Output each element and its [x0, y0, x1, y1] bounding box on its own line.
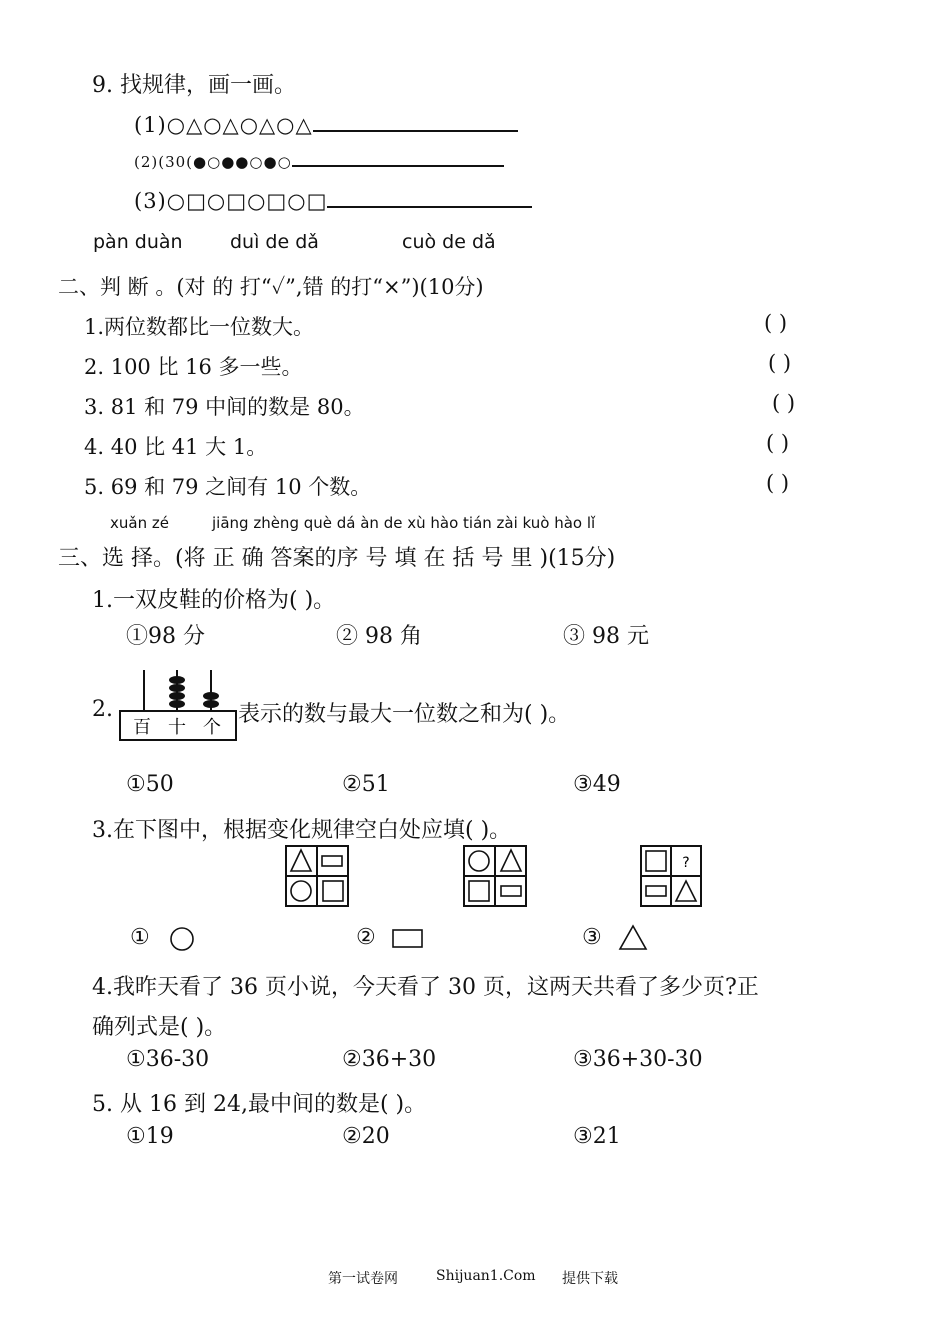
s2-item-4-paren[interactable]: ( ) — [766, 431, 790, 455]
q3-grid-1 — [285, 845, 349, 907]
footer-site-url[interactable]: Shijuan1.Com — [436, 1268, 536, 1284]
s3-pinyin-2: jiāng zhèng què dá àn de xù hào tián zài kuò hào lǐ — [212, 514, 596, 532]
s3-q1-stem: 1.一双皮鞋的价格为( )。 — [92, 588, 336, 613]
q9-row1-blank[interactable] — [313, 110, 518, 132]
s2-heading: 二、判 断 。(对 的 打“✓”,错 的打“×”)(10分) — [58, 275, 484, 299]
q9-row3-blank[interactable] — [327, 186, 532, 208]
q9-row2-pattern: (2)(30(●○●●○●○ — [134, 153, 292, 171]
triangle-icon — [676, 881, 696, 901]
abacus-bead — [169, 684, 185, 692]
abacus-figure — [118, 668, 238, 744]
square-icon — [646, 851, 666, 871]
s3-q4-option-2[interactable]: ②36+30 — [342, 1047, 437, 1072]
s2-pinyin-1: pàn duàn — [93, 231, 183, 253]
s3-q1-option-3[interactable]: ③ 98 元 — [563, 624, 649, 649]
square-icon — [469, 881, 489, 901]
abacus-label-ones: 个 — [203, 717, 221, 738]
s3-q2-option-3[interactable]: ③49 — [573, 772, 621, 797]
s3-q4-option-1[interactable]: ①36-30 — [126, 1047, 210, 1072]
abacus-bead — [203, 700, 219, 708]
s3-pinyin-1: xuǎn zé — [110, 514, 169, 532]
s3-q3-stem: 3.在下图中，根据变化规律空白处应填( )。 — [92, 818, 512, 843]
s2-pinyin-3: cuò de dǎ — [402, 231, 496, 253]
q9-row3-pattern: (3)○□○□○□○□ — [134, 189, 328, 213]
s3-q3-option-2[interactable] — [356, 925, 376, 950]
rectangle-icon — [646, 886, 666, 896]
footer-site-name: 第一试卷网 — [328, 1271, 398, 1287]
square-icon — [323, 881, 343, 901]
s3-q5-stem: 5. 从 16 到 24,最中间的数是( )。 — [92, 1092, 427, 1117]
s3-q4-stem-line2: 确列式是( )。 — [92, 1015, 227, 1040]
abacus-bead — [169, 700, 185, 708]
s3-q5-option-2[interactable]: ②20 — [342, 1124, 390, 1149]
q9-row2-blank[interactable] — [292, 150, 504, 167]
s2-item-3-paren[interactable]: ( ) — [772, 391, 796, 415]
s3-q2-stem: 表示的数与最大一位数之和为( )。 — [238, 702, 571, 727]
q3-grid-2 — [463, 845, 527, 907]
q9-row-3 — [134, 186, 532, 213]
s2-item-2: 2. 100 比 16 多一些。 — [84, 355, 303, 379]
s2-item-3: 3. 81 和 79 中间的数是 80。 — [84, 395, 365, 419]
triangle-icon — [618, 924, 650, 952]
q3-grid-3 — [640, 845, 702, 907]
abacus-bead — [169, 692, 185, 700]
s3-q2-option-1[interactable]: ①50 — [126, 772, 174, 797]
s3-q3-option-2-label: ② — [356, 925, 376, 950]
rectangle-icon — [501, 886, 521, 896]
footer-download-note: 提供下载 — [562, 1271, 618, 1287]
s3-q4-option-3[interactable]: ③36+30-30 — [573, 1047, 703, 1072]
s3-q3-option-1-label: ① — [130, 925, 150, 950]
s3-q3-option-1[interactable] — [130, 925, 150, 950]
triangle-icon — [501, 850, 521, 871]
s2-pinyin-2: duì de dǎ — [230, 231, 319, 253]
s2-item-4: 4. 40 比 41 大 1。 — [84, 435, 268, 459]
s3-q1-option-1[interactable]: ①98 分 — [126, 624, 205, 649]
s2-item-1: 1.两位数都比一位数大。 — [84, 315, 315, 339]
s3-q1-option-2[interactable]: ② 98 角 — [336, 624, 422, 649]
abacus-bead — [169, 676, 185, 684]
s3-q4-stem-line1: 4.我昨天看了 36 页小说，今天看了 30 页，这两天共看了多少页?正 — [92, 975, 759, 1000]
q9-title: 9. 找规律，画一画。 — [92, 73, 296, 98]
s3-q2-option-2[interactable]: ②51 — [342, 772, 390, 797]
triangle-icon — [291, 850, 311, 871]
circle-icon — [469, 851, 489, 871]
q9-row-2 — [134, 150, 504, 171]
s2-item-2-paren[interactable]: ( ) — [768, 351, 792, 375]
s3-q5-option-3[interactable]: ③21 — [573, 1124, 621, 1149]
circle-icon — [168, 926, 196, 952]
s2-item-5: 5. 69 和 79 之间有 10 个数。 — [84, 475, 372, 499]
s3-q5-option-1[interactable]: ①19 — [126, 1124, 174, 1149]
s3-q3-option-3-label: ③ — [582, 925, 602, 950]
s3-heading: 三、选 择。(将 正 确 答案的序 号 填 在 括 号 里 )(15分) — [58, 546, 616, 571]
rectangle-icon — [392, 929, 424, 949]
s3-q2-number: 2. — [92, 697, 113, 722]
q9-row1-pattern: (1)○△○△○△○△ — [134, 113, 313, 137]
s2-item-5-paren[interactable]: ( ) — [766, 471, 790, 495]
abacus-bead — [203, 692, 219, 700]
abacus-label-tens: 十 — [168, 717, 186, 738]
rectangle-icon — [322, 856, 342, 866]
s2-item-1-paren[interactable]: ( ) — [764, 311, 788, 335]
s3-q3-option-3[interactable] — [582, 925, 602, 950]
question-mark: ? — [682, 855, 690, 871]
abacus-label-hundreds: 百 — [133, 717, 151, 738]
circle-icon — [291, 881, 311, 901]
q9-row-1 — [134, 110, 518, 137]
